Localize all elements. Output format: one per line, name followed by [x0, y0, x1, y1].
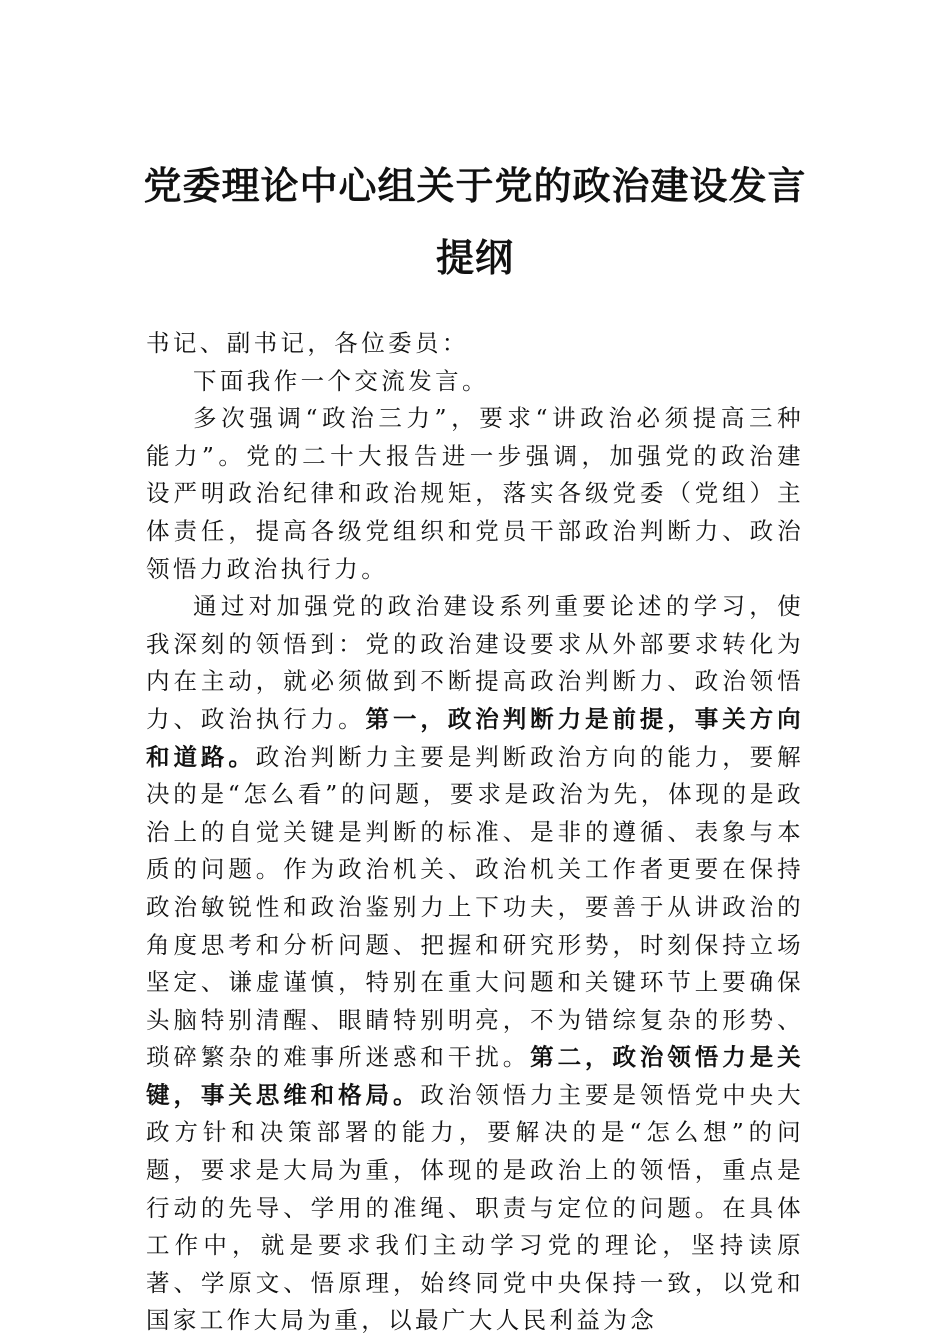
paragraph-political-abilities: 多次强调“政治三力”，要求“讲政治必须提高三种能力”。党的二十大报告进一步强调，加强党的政治建设严明政治纪律和政治规矩，落实各级党委（党组）主体责任，提高各级党组织和党员干部政治判断力、政治领悟力政治执行力。 [146, 404, 804, 583]
paragraph-main [146, 588, 804, 1340]
salutation: 书记、副书记，各位委员： [146, 329, 469, 357]
paragraph-main-part1: 通过对加强党的政治建设系列重要论述的学习，使我深刻的领悟到：党的政治建设要求从外部要求转化为内在主动，就必须做到不断提高政治判断力、政治领悟力、政治执行力。 [146, 592, 804, 733]
document-body [146, 325, 804, 1340]
paragraph-intro: 下面我作一个交流发言。 [193, 366, 489, 395]
point-one-heading: 第一，政治判断力是前提，事关方向和道路。 [146, 704, 804, 771]
paragraph-main-part3: 政治领悟力主要是领悟党中央大政方针和决策部署的能力，要解决的是“怎么想”的问题，要求是大局为重，体现的是政治上的领悟，重点是行动的先导、学用的准绳、职责与定位的问题。在具体工作中，就是要求我们主动学习党的理论，坚持读原著、学原文、悟原理，始终同党中央保持一致，以党和国家工作大局为重，以最广大人民利益为念 [146, 1080, 804, 1335]
paragraph-main-part2: 政治判断力主要是判断政治方向的能力，要解决的是“怎么看”的问题，要求是政治为先，体现的是政治上的自觉关键是判断的标准、是非的遵循、表象与本质的问题。作为政治机关、政治机关工作者更要在保持政治敏锐性和政治鉴别力上下功夫，要善于从讲政治的角度思考和分析问题、把握和研究形势，时刻保持立场坚定、谦虚谨慎，特别在重大问题和关键环节上要确保头脑特别清醒、眼睛特别明亮，不为错综复杂的形势、琐碎繁杂的难事所迷惑和干扰。 [146, 742, 805, 1072]
point-two-heading: 第二，政治领悟力是关键，事关思维和格局。 [146, 1043, 805, 1109]
document-title: 党委理论中心组关于党的政治建设发言提纲 [143, 163, 807, 280]
